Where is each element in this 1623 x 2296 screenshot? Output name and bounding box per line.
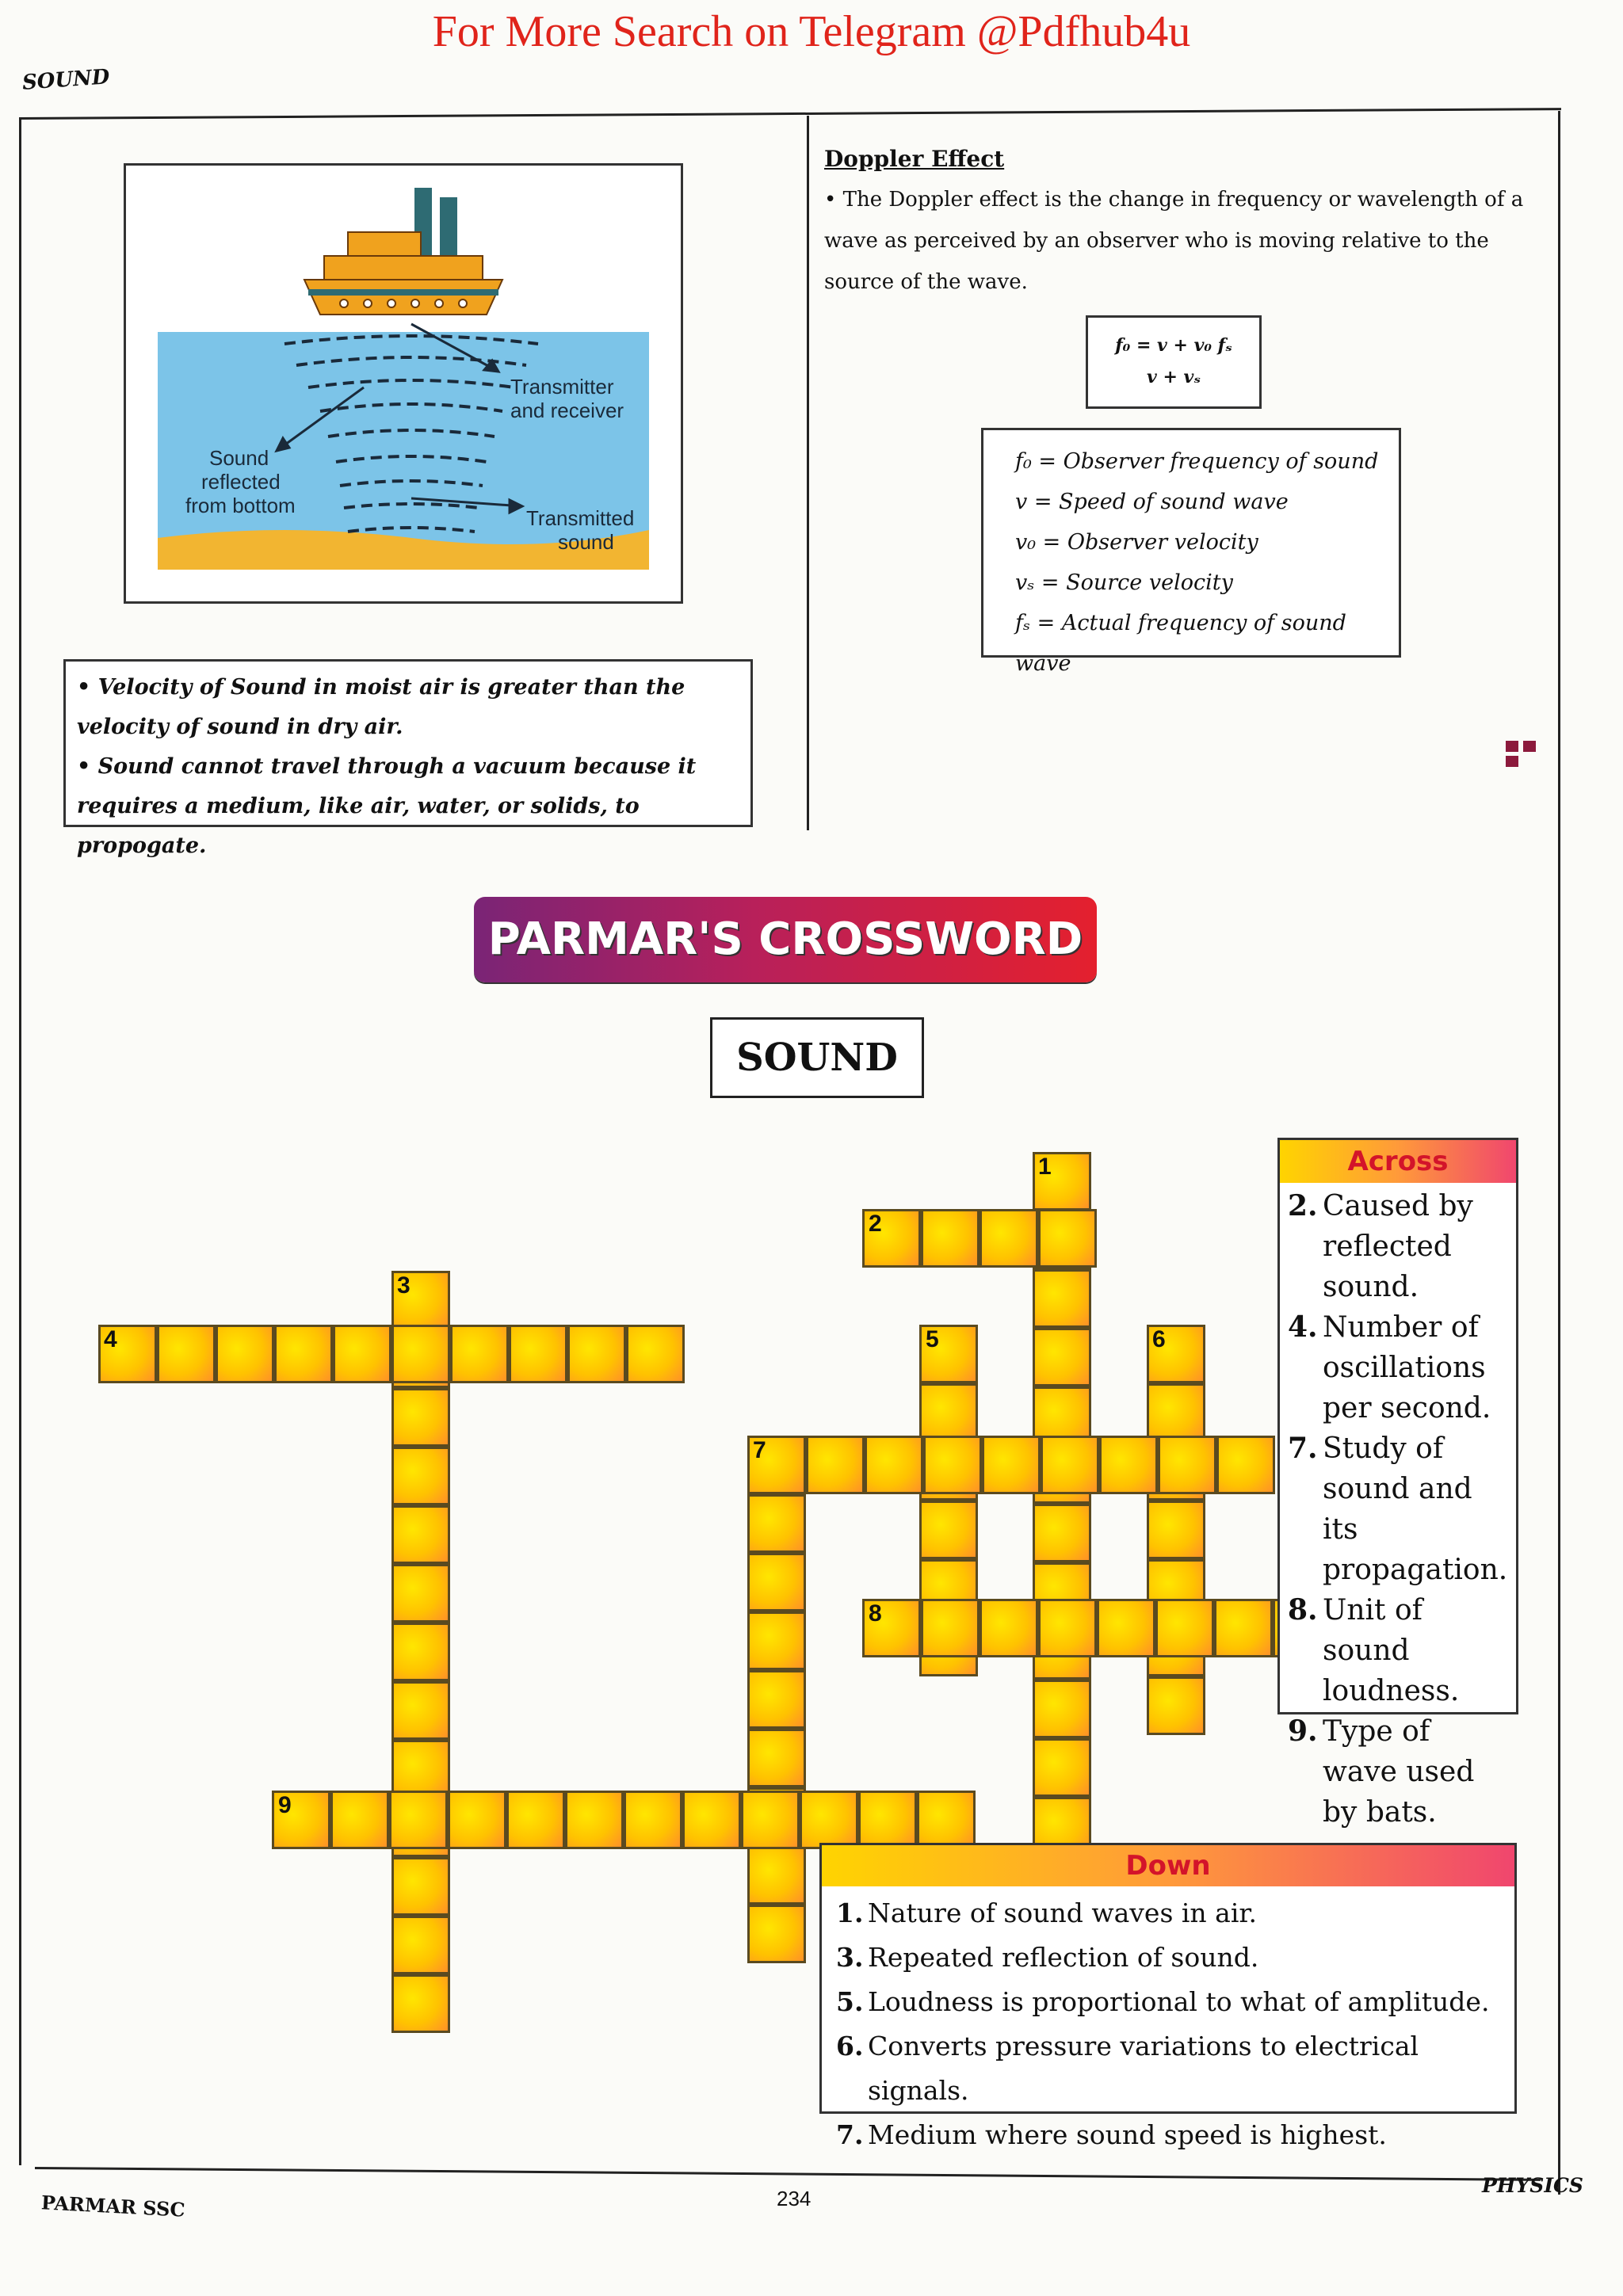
- formula-numerator: f₀ = v + v₀ fₛ: [1115, 335, 1232, 356]
- crossword-cell[interactable]: [1158, 1436, 1216, 1494]
- label-reflected: reflected: [201, 470, 281, 494]
- footer-publisher: PARMAR SSC: [40, 2191, 186, 2222]
- crossword-cell[interactable]: [1038, 1209, 1097, 1268]
- crossword-cell[interactable]: [565, 1791, 624, 1849]
- sound-notes-box: [63, 659, 753, 858]
- crossword-cell[interactable]: [865, 1436, 923, 1494]
- crossword-cell[interactable]: [747, 1494, 806, 1553]
- clue-down: 6. Converts pressure variations to electrical signals.: [836, 2031, 1419, 2106]
- note-vacuum: • Sound cannot travel through a vacuum because it requires a medium, like air, water, or solids, to propogate.: [77, 754, 697, 858]
- crossword-cell[interactable]: [917, 1791, 976, 1849]
- doppler-title: Doppler Effect: [824, 146, 1005, 172]
- doppler-description: • The Doppler effect is the change in frequency or wavelength of a wave as perceived by an observer who is moving relative to the source of the wave.: [824, 188, 1524, 294]
- clue-number: 2: [869, 1211, 882, 1237]
- crossword-cell[interactable]: [858, 1791, 917, 1849]
- across-heading: Across: [1280, 1140, 1516, 1183]
- frame-right-line: [1558, 111, 1560, 2195]
- clue-across: 8. Unit of sound loudness.: [1288, 1593, 1460, 1707]
- crossword-cell[interactable]: [919, 1501, 978, 1559]
- crossword-cell[interactable]: [391, 1974, 450, 2033]
- section-end-icon: [1506, 740, 1556, 753]
- crossword-cell[interactable]: [330, 1791, 389, 1849]
- down-heading: Down: [822, 1845, 1514, 1886]
- label-transmitted: Transmitted: [526, 506, 635, 530]
- crossword-cell[interactable]: [921, 1599, 980, 1657]
- clue-down: 3. Repeated reflection of sound.: [836, 1942, 1259, 1973]
- clue-number: 9: [278, 1792, 292, 1818]
- crossword-cell[interactable]: [1097, 1599, 1155, 1657]
- frame-top-line: [19, 108, 1561, 120]
- crossword-cell[interactable]: [1033, 1504, 1091, 1562]
- down-list: [836, 1891, 1510, 2157]
- legend-item: vₛ = Source velocity: [1015, 570, 1233, 595]
- clue-across: 4. Number of oscillations per second.: [1288, 1310, 1491, 1425]
- crossword-cell[interactable]: [1033, 1680, 1091, 1738]
- ship-hull: [304, 280, 502, 315]
- crossword-cell[interactable]: [391, 1564, 450, 1623]
- crossword-cell[interactable]: [391, 1916, 450, 1974]
- crossword-cell[interactable]: [389, 1791, 448, 1849]
- crossword-cell[interactable]: [391, 1623, 450, 1681]
- clue-across: 2. Caused by reflected sound.: [1288, 1189, 1473, 1303]
- crossword-cell[interactable]: [333, 1325, 391, 1383]
- crossword-cell[interactable]: [506, 1791, 565, 1849]
- label-receiver: and receiver: [510, 399, 624, 422]
- crossword-cell[interactable]: [509, 1325, 567, 1383]
- down-clues-box: [819, 1843, 1517, 2150]
- crossword-cell[interactable]: [747, 1611, 806, 1670]
- legend-item: fₛ = Actual frequency of sound wave: [1015, 611, 1346, 676]
- clue-down: 5. Loudness is proportional to what of amplitude.: [836, 1986, 1490, 2017]
- crossword-banner: PARMAR'S CROSSWORD: [474, 897, 1097, 982]
- chapter-label: SOUND: [21, 65, 111, 95]
- crossword-topic: SOUND: [710, 1017, 924, 1098]
- frame-bottom-line: [35, 2167, 1541, 2181]
- crossword-cell[interactable]: [274, 1325, 333, 1383]
- crossword-cell[interactable]: [1033, 1269, 1091, 1328]
- clue-down: 1. Nature of sound waves in air.: [836, 1897, 1258, 1928]
- column-divider: [807, 116, 809, 830]
- crossword-cell[interactable]: [391, 1681, 450, 1740]
- crossword-cell[interactable]: [1214, 1599, 1273, 1657]
- clue-across: 7. Study of sound and its propagation.: [1288, 1432, 1508, 1586]
- label-sound: Sound: [209, 446, 269, 470]
- clue-number: 5: [926, 1326, 939, 1352]
- frame-left-line: [19, 117, 21, 2165]
- ship-sonar-drawing: [126, 166, 681, 601]
- across-clues-box: [1277, 1138, 1518, 1829]
- across-list: [1288, 1186, 1511, 1833]
- crossword-cell[interactable]: [682, 1791, 741, 1849]
- formula-legend: [981, 428, 1401, 676]
- crossword-cell[interactable]: [1099, 1436, 1158, 1494]
- crossword-cell[interactable]: [567, 1325, 626, 1383]
- crossword-cell[interactable]: [448, 1791, 506, 1849]
- crossword-cell[interactable]: [1147, 1501, 1205, 1559]
- crossword-cell[interactable]: [391, 1447, 450, 1505]
- crossword-cell[interactable]: [624, 1791, 682, 1849]
- crossword-cell[interactable]: [216, 1325, 274, 1383]
- crossword-cell[interactable]: [923, 1436, 982, 1494]
- crossword-cell[interactable]: [391, 1505, 450, 1564]
- crossword-cell[interactable]: [391, 1740, 450, 1798]
- crossword-cell[interactable]: [1033, 1328, 1091, 1386]
- clue-across: 9. Type of wave used by bats.: [1288, 1714, 1475, 1829]
- ship-cabin: [348, 232, 421, 259]
- label-transmitted-sound: sound: [558, 530, 614, 554]
- crossword-cell[interactable]: [919, 1383, 978, 1442]
- crossword-cell[interactable]: [391, 1857, 450, 1916]
- crossword-cell[interactable]: [1155, 1599, 1214, 1657]
- crossword-cell[interactable]: [980, 1209, 1038, 1268]
- crossword-cell[interactable]: [747, 1670, 806, 1729]
- crossword-cell[interactable]: [1038, 1599, 1097, 1657]
- crossword-cell[interactable]: [747, 1553, 806, 1611]
- crossword-cell[interactable]: [982, 1436, 1041, 1494]
- clue-number: 8: [869, 1600, 882, 1627]
- doppler-formula: [1086, 315, 1262, 409]
- crossword-cell[interactable]: [800, 1791, 858, 1849]
- label-transmitter: Transmitter: [510, 375, 614, 399]
- label-from-bottom: from bottom: [185, 494, 296, 517]
- clue-number: 4: [104, 1326, 117, 1352]
- crossword-cell[interactable]: [1033, 1738, 1091, 1797]
- crossword-cell[interactable]: [391, 1325, 450, 1383]
- telegram-banner: For More Search on Telegram @Pdfhub4u: [432, 7, 1191, 56]
- crossword-cell[interactable]: [747, 1729, 806, 1787]
- crossword-cell[interactable]: [921, 1209, 980, 1268]
- crossword-cell[interactable]: [1147, 1383, 1205, 1442]
- ship-deck: [324, 256, 483, 280]
- clue-number: 7: [753, 1437, 766, 1463]
- crossword-cell[interactable]: [157, 1325, 216, 1383]
- formula-denominator: v + vₛ: [1147, 367, 1201, 387]
- legend-item: v₀ = Observer velocity: [1015, 530, 1258, 555]
- footer-subject: PHYSICS: [1482, 2174, 1583, 2197]
- clue-number: 1: [1038, 1154, 1052, 1180]
- clue-number: 3: [397, 1272, 411, 1299]
- clue-number: 6: [1152, 1326, 1166, 1352]
- crossword-cell[interactable]: [806, 1436, 865, 1494]
- crossword-cell[interactable]: [980, 1599, 1038, 1657]
- note-moist-air: • Velocity of Sound in moist air is greater than the velocity of sound in dry air.: [77, 675, 685, 739]
- clue-down: 7. Medium where sound speed is highest.: [836, 2119, 1387, 2150]
- crossword-cell[interactable]: [391, 1388, 450, 1447]
- crossword-cell[interactable]: [747, 1846, 806, 1905]
- page-number: 234: [777, 2187, 812, 2210]
- crossword-cell[interactable]: [626, 1325, 685, 1383]
- crossword-cell[interactable]: [450, 1325, 509, 1383]
- crossword-cell[interactable]: [1147, 1676, 1205, 1735]
- sonar-illustration: [124, 163, 683, 604]
- funnel-right: [440, 197, 457, 259]
- crossword-cell[interactable]: [1216, 1436, 1275, 1494]
- crossword-cell[interactable]: [1041, 1436, 1099, 1494]
- legend-item: v = Speed of sound wave: [1015, 490, 1289, 514]
- crossword-cell[interactable]: [747, 1905, 806, 1963]
- crossword-cell[interactable]: [741, 1791, 800, 1849]
- legend-item: f₀ = Observer frequency of sound: [1015, 449, 1379, 474]
